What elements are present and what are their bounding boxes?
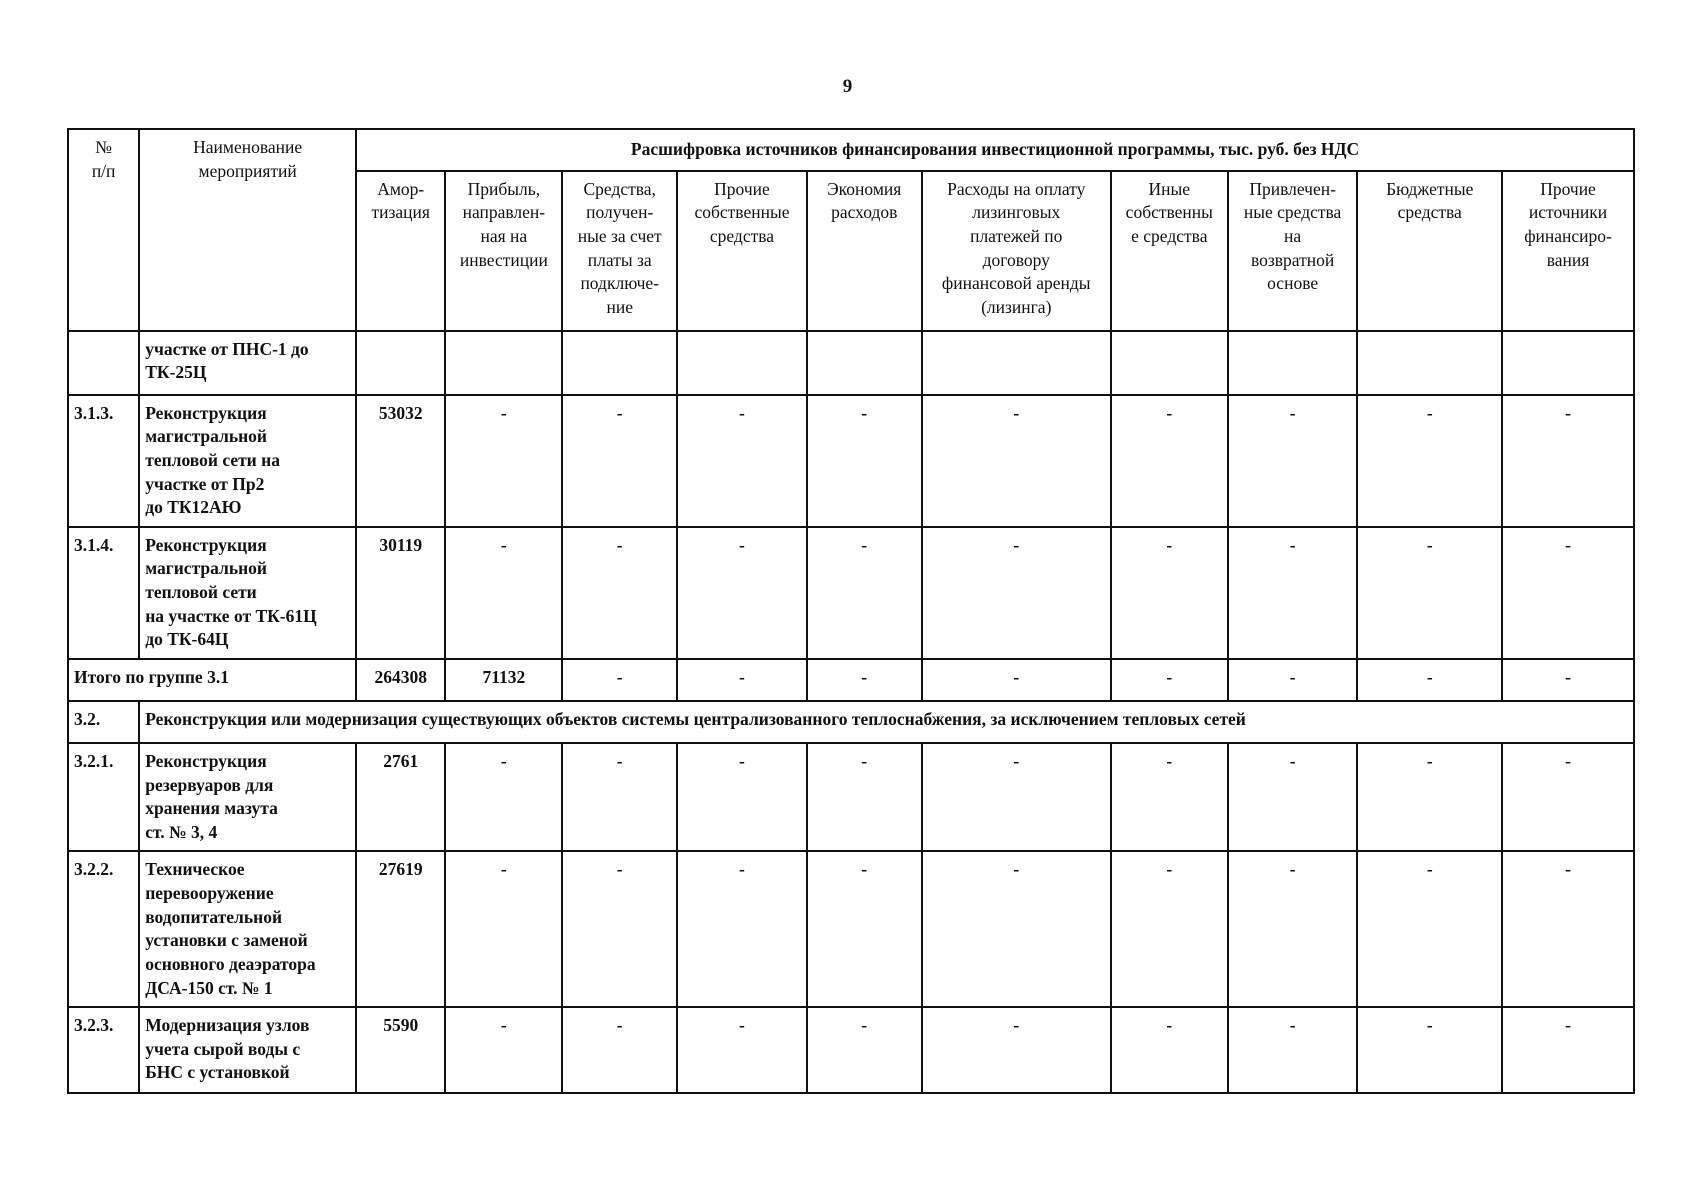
activity-name: Модернизация узлов учета сырой воды с БНС с установкой bbox=[139, 1007, 356, 1093]
page-number: 9 bbox=[842, 76, 853, 97]
total-value-cell: 71132 bbox=[445, 659, 562, 701]
value-cell: - bbox=[445, 743, 562, 852]
value-cell bbox=[922, 331, 1111, 395]
header-column: Иные собственны е средства bbox=[1111, 171, 1228, 331]
total-value-cell: 264308 bbox=[356, 659, 445, 701]
row-number: 3.1.3. bbox=[68, 395, 139, 527]
table-row bbox=[68, 395, 1634, 527]
value-cell: - bbox=[1228, 851, 1358, 1007]
header-name: Наименование мероприятий bbox=[139, 129, 356, 331]
value-cell: - bbox=[677, 1007, 807, 1093]
value-cell: - bbox=[677, 743, 807, 852]
table-row bbox=[68, 851, 1634, 1007]
value-cell: - bbox=[1228, 743, 1358, 852]
activity-name: участке от ПНС-1 до ТК-25Ц bbox=[139, 331, 356, 395]
total-value-cell: - bbox=[1357, 659, 1502, 701]
total-value-cell: - bbox=[562, 659, 677, 701]
value-cell: - bbox=[807, 851, 922, 1007]
value-cell bbox=[1111, 331, 1228, 395]
value-cell: - bbox=[1357, 395, 1502, 527]
total-value-cell: - bbox=[1228, 659, 1358, 701]
total-value-cell: - bbox=[922, 659, 1111, 701]
value-cell: - bbox=[445, 851, 562, 1007]
table-row bbox=[68, 743, 1634, 852]
header-column: Прибыль, направлен- ная на инвестиции bbox=[445, 171, 562, 331]
group-number: 3.2. bbox=[68, 701, 139, 743]
value-cell bbox=[445, 331, 562, 395]
financing-table bbox=[67, 128, 1635, 1094]
group-row bbox=[68, 701, 1634, 743]
value-cell: 2761 bbox=[356, 743, 445, 852]
value-cell: - bbox=[1502, 395, 1634, 527]
activity-name: Реконструкция магистральной тепловой сети на участке от ТК-61Ц до ТК-64Ц bbox=[139, 527, 356, 659]
table-body bbox=[68, 331, 1634, 1094]
header-financing-group: Расшифровка источников финансирования инвестиционной программы, тыс. руб. без НДС bbox=[356, 129, 1634, 171]
total-value-cell: - bbox=[677, 659, 807, 701]
value-cell: - bbox=[1357, 1007, 1502, 1093]
value-cell: - bbox=[922, 527, 1111, 659]
value-cell: - bbox=[922, 851, 1111, 1007]
value-cell: 30119 bbox=[356, 527, 445, 659]
header-column: Прочие источники финансиро- вания bbox=[1502, 171, 1634, 331]
value-cell bbox=[562, 331, 677, 395]
header-column: Бюджетные средства bbox=[1357, 171, 1502, 331]
group-title: Реконструкция или модернизация существующих объектов системы централизованного теплоснабжения, за исключением тепловых сетей bbox=[139, 701, 1634, 743]
total-row bbox=[68, 659, 1634, 701]
value-cell: - bbox=[807, 743, 922, 852]
header-num: № п/п bbox=[68, 129, 139, 331]
value-cell: - bbox=[1502, 851, 1634, 1007]
table-row bbox=[68, 1007, 1634, 1093]
header-column: Средства, получен- ные за счет платы за подключе- ние bbox=[562, 171, 677, 331]
header-column: Прочие собственные средства bbox=[677, 171, 807, 331]
header-column: Привлечен- ные средства на возвратной основе bbox=[1228, 171, 1358, 331]
value-cell: - bbox=[562, 851, 677, 1007]
value-cell: - bbox=[1502, 1007, 1634, 1093]
value-cell: 53032 bbox=[356, 395, 445, 527]
activity-name: Техническое перевооружение водопитательной установки с заменой основного деаэратора ДСА-150 ст. № 1 bbox=[139, 851, 356, 1007]
value-cell bbox=[1228, 331, 1358, 395]
table-row bbox=[68, 527, 1634, 659]
value-cell: - bbox=[1228, 395, 1358, 527]
header-column: Расходы на оплату лизинговых платежей по договору финансовой аренды (лизинга) bbox=[922, 171, 1111, 331]
total-value-cell: - bbox=[1111, 659, 1228, 701]
row-number: 3.1.4. bbox=[68, 527, 139, 659]
value-cell: - bbox=[807, 1007, 922, 1093]
value-cell bbox=[1357, 331, 1502, 395]
value-cell: - bbox=[562, 743, 677, 852]
total-label: Итого по группе 3.1 bbox=[68, 659, 356, 701]
value-cell: - bbox=[922, 1007, 1111, 1093]
table-row bbox=[68, 331, 1634, 395]
value-cell: - bbox=[1357, 851, 1502, 1007]
value-cell: - bbox=[1111, 851, 1228, 1007]
table-header bbox=[68, 129, 1634, 331]
activity-name: Реконструкция магистральной тепловой сети на участке от Пр2 до ТК12АЮ bbox=[139, 395, 356, 527]
value-cell: - bbox=[1502, 743, 1634, 852]
value-cell: - bbox=[562, 395, 677, 527]
value-cell: - bbox=[562, 527, 677, 659]
value-cell bbox=[807, 331, 922, 395]
value-cell: - bbox=[562, 1007, 677, 1093]
value-cell: - bbox=[1111, 395, 1228, 527]
value-cell: - bbox=[1357, 527, 1502, 659]
value-cell: - bbox=[1502, 527, 1634, 659]
value-cell: - bbox=[1228, 1007, 1358, 1093]
value-cell bbox=[1502, 331, 1634, 395]
total-value-cell: - bbox=[1502, 659, 1634, 701]
row-number bbox=[68, 331, 139, 395]
value-cell: - bbox=[922, 743, 1111, 852]
value-cell: - bbox=[807, 395, 922, 527]
activity-name: Реконструкция резервуаров для хранения мазута ст. № 3, 4 bbox=[139, 743, 356, 852]
value-cell: - bbox=[1228, 527, 1358, 659]
value-cell: - bbox=[445, 527, 562, 659]
value-cell: - bbox=[1111, 743, 1228, 852]
total-value-cell: - bbox=[807, 659, 922, 701]
value-cell: - bbox=[1111, 527, 1228, 659]
row-number: 3.2.2. bbox=[68, 851, 139, 1007]
value-cell: 27619 bbox=[356, 851, 445, 1007]
value-cell: - bbox=[677, 395, 807, 527]
row-number: 3.2.1. bbox=[68, 743, 139, 852]
header-column: Амор- тизация bbox=[356, 171, 445, 331]
value-cell: - bbox=[1111, 1007, 1228, 1093]
value-cell: - bbox=[807, 527, 922, 659]
value-cell: - bbox=[1357, 743, 1502, 852]
row-number: 3.2.3. bbox=[68, 1007, 139, 1093]
value-cell: - bbox=[677, 851, 807, 1007]
value-cell bbox=[677, 331, 807, 395]
value-cell bbox=[356, 331, 445, 395]
value-cell: - bbox=[922, 395, 1111, 527]
value-cell: - bbox=[677, 527, 807, 659]
value-cell: - bbox=[445, 1007, 562, 1093]
value-cell: 5590 bbox=[356, 1007, 445, 1093]
header-column: Экономия расходов bbox=[807, 171, 922, 331]
value-cell: - bbox=[445, 395, 562, 527]
